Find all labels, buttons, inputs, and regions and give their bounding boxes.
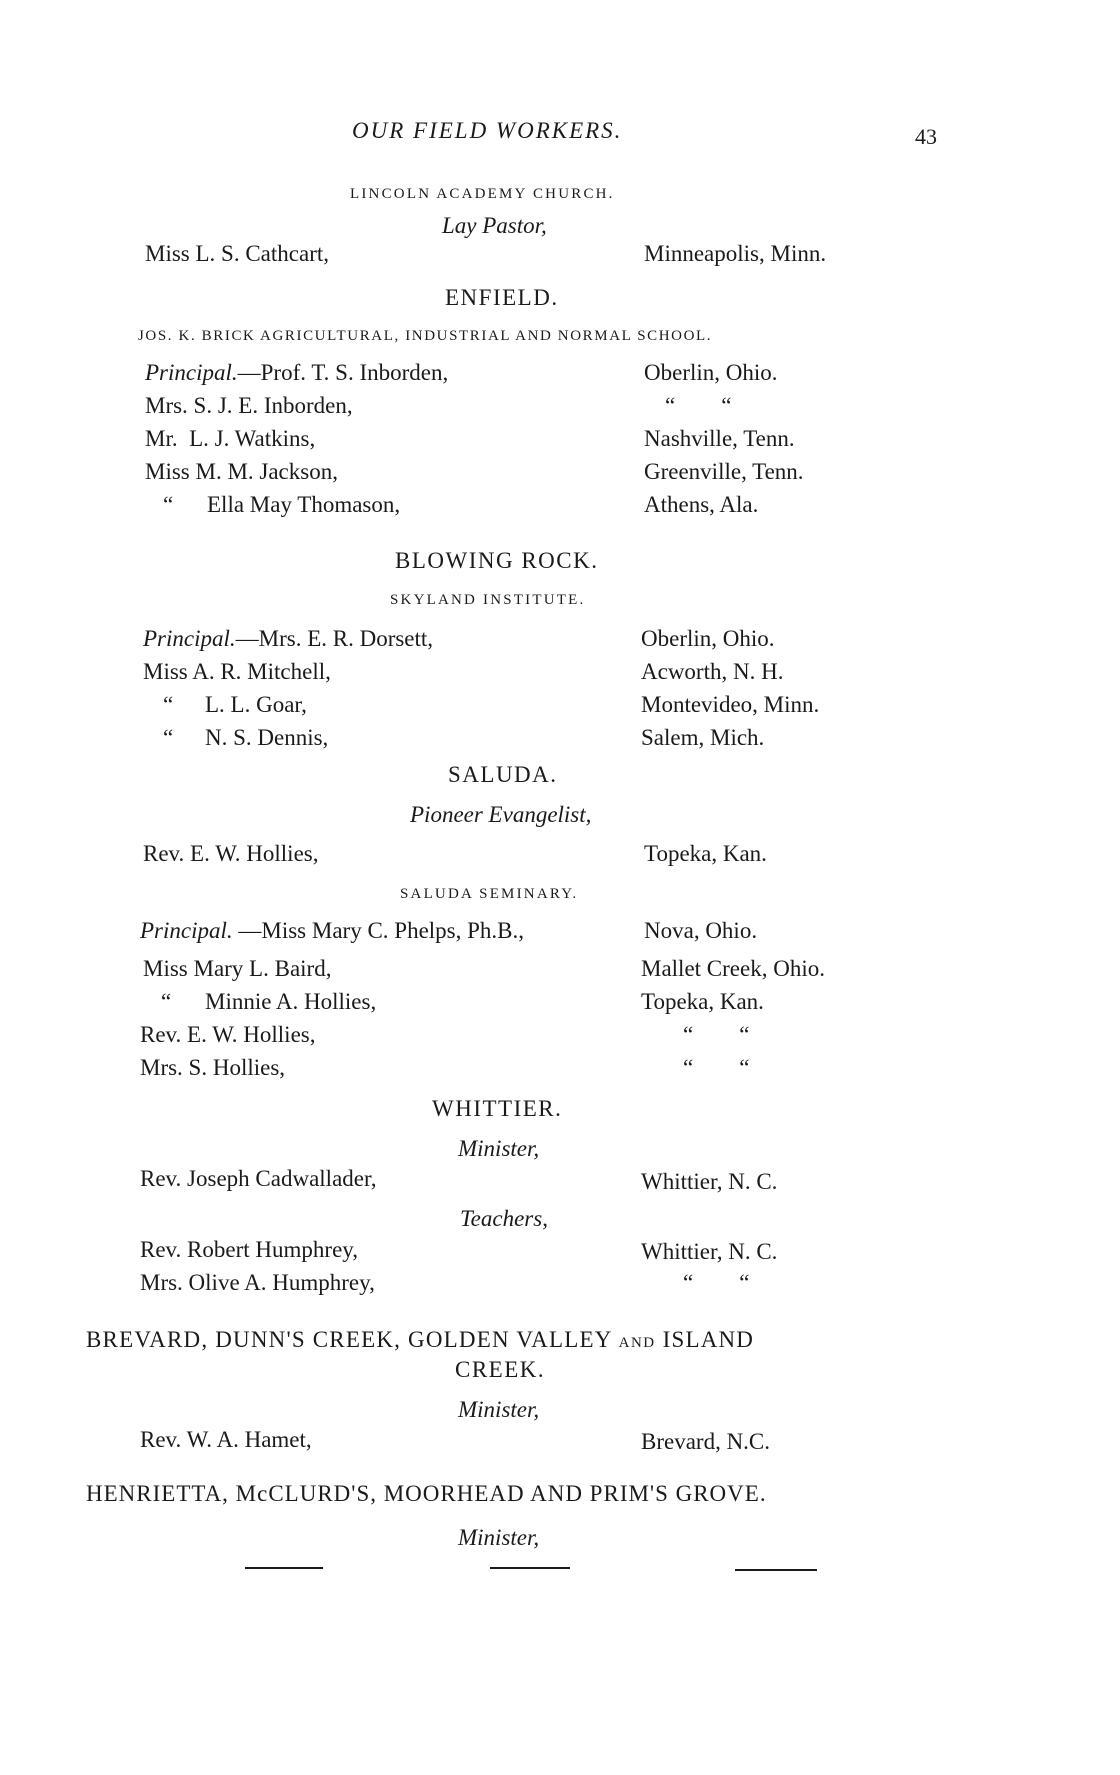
- entry-place: Nashville, Tenn.: [644, 426, 795, 451]
- entry-name: “ L. L. Goar,: [143, 692, 307, 718]
- entry-place: “ “: [665, 393, 732, 418]
- running-title: OUR FIELD WORKERS.: [352, 118, 623, 143]
- entry-place: “ “: [683, 1055, 750, 1080]
- entry-place: Oberlin, Ohio.: [641, 626, 775, 651]
- divider-rule: [735, 1569, 817, 1571]
- principal-label: Principal.: [140, 918, 233, 943]
- divider-rule: [245, 1567, 323, 1569]
- enfield-subheading: JOS. K. BRICK AGRICULTURAL, INDUSTRIAL AND NORMAL SCHOOL.: [138, 328, 713, 344]
- entry-name: Rev. W. A. Hamet,: [140, 1427, 312, 1452]
- minister-role: Minister,: [458, 1525, 540, 1550]
- entry-name: Rev. Joseph Cadwallader,: [140, 1166, 377, 1191]
- entry-place: “ “: [683, 1022, 750, 1047]
- entry-place: Oberlin, Ohio.: [644, 360, 778, 385]
- entry-place: Athens, Ala.: [644, 492, 759, 517]
- entry-name: Mrs. S. J. E. Inborden,: [145, 393, 353, 418]
- whittier-heading: WHITTIER.: [432, 1096, 563, 1121]
- entry-place: Brevard, N.C.: [641, 1429, 771, 1454]
- entry-place: Greenville, Tenn.: [644, 459, 804, 484]
- entry-name: Rev. E. W. Hollies,: [143, 841, 319, 866]
- entry-name: “ N. S. Dennis,: [143, 725, 328, 751]
- ditto-mark: “: [163, 692, 174, 717]
- entry-name: Miss L. S. Cathcart,: [145, 241, 329, 266]
- blowing-rock-subheading: SKYLAND INSTITUTE.: [390, 592, 586, 608]
- principal-label: Principal.: [143, 626, 236, 651]
- entry-place: Topeka, Kan.: [641, 989, 764, 1014]
- lincoln-subheading: LINCOLN ACADEMY CHURCH.: [350, 186, 615, 202]
- saluda-heading: SALUDA.: [448, 762, 558, 787]
- ditto-mark: “: [163, 725, 174, 750]
- entry-name: Rev. Robert Humphrey,: [140, 1237, 359, 1262]
- entry-place: Whittier, N. C.: [641, 1169, 778, 1194]
- entry-place: Whittier, N. C.: [641, 1239, 778, 1264]
- entry-place: Minneapolis, Minn.: [644, 241, 827, 266]
- entry-place: Montevideo, Minn.: [641, 692, 820, 717]
- blowing-rock-heading: BLOWING ROCK.: [395, 548, 599, 573]
- henrietta-heading: HENRIETTA, McCLURD'S, MOORHEAD AND PRIM'S GROVE.: [86, 1481, 767, 1506]
- entry-place: Mallet Creek, Ohio.: [641, 956, 825, 981]
- entry-place: Nova, Ohio.: [644, 918, 758, 943]
- entry-name: Mrs. Olive A. Humphrey,: [140, 1270, 375, 1295]
- and-smallcaps: AND: [618, 1335, 656, 1351]
- teachers-role: Teachers,: [460, 1206, 548, 1231]
- entry-name: Principal. —Miss Mary C. Phelps, Ph.B.,: [140, 918, 525, 943]
- entry-name: “ Minnie A. Hollies,: [143, 989, 376, 1015]
- enfield-heading: ENFIELD.: [445, 285, 559, 310]
- entry-place: Acworth, N. H.: [641, 659, 784, 684]
- entry-name: Mrs. S. Hollies,: [140, 1055, 286, 1080]
- minister-role: Minister,: [458, 1397, 540, 1422]
- brevard-heading-line2: CREEK.: [455, 1357, 546, 1382]
- entry-name: Principal.—Prof. T. S. Inborden,: [145, 360, 449, 385]
- lay-pastor-role: Lay Pastor,: [442, 213, 547, 238]
- entry-name: Rev. E. W. Hollies,: [140, 1022, 316, 1047]
- entry-name: Principal.—Mrs. E. R. Dorsett,: [143, 626, 434, 651]
- entry-place: “ “: [683, 1270, 750, 1295]
- entry-name: Miss M. M. Jackson,: [145, 459, 338, 484]
- ditto-mark: “: [161, 989, 172, 1014]
- saluda-seminary-subheading: SALUDA SEMINARY.: [400, 886, 579, 902]
- entry-name: Miss Mary L. Baird,: [143, 956, 332, 981]
- page-number: 43: [915, 124, 937, 149]
- divider-rule: [490, 1567, 570, 1569]
- principal-label: Principal.: [145, 360, 238, 385]
- entry-name: “ Ella May Thomason,: [145, 492, 400, 518]
- entry-place: Topeka, Kan.: [644, 841, 767, 866]
- entry-name: Mr. L. J. Watkins,: [145, 426, 316, 451]
- pioneer-evangelist-role: Pioneer Evangelist,: [410, 802, 592, 827]
- ditto-mark: “: [163, 492, 174, 517]
- entry-place: Salem, Mich.: [641, 725, 765, 750]
- minister-role: Minister,: [458, 1136, 540, 1161]
- brevard-heading: BREVARD, DUNN'S CREEK, GOLDEN VALLEY AND ISLAND: [86, 1327, 755, 1352]
- entry-name: Miss A. R. Mitchell,: [143, 659, 331, 684]
